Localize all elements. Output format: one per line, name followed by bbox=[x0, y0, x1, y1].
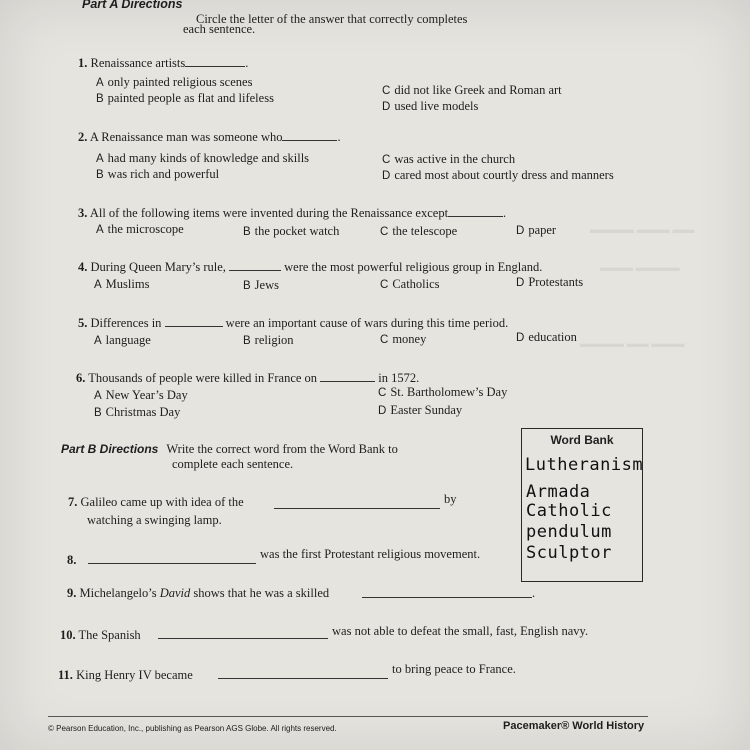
word-bank-word: pendulum bbox=[526, 522, 612, 542]
q3-option-b[interactable]: B the pocket watch bbox=[243, 224, 340, 238]
q7-answer-blank[interactable] bbox=[274, 508, 440, 509]
question-6: 6. Thousands of people were killed in France on in 1572. bbox=[76, 371, 420, 385]
question-10: 10. The Spanish bbox=[60, 628, 141, 642]
q9-end: . bbox=[532, 586, 536, 600]
question-1: 1. Renaissance artists . bbox=[78, 56, 249, 70]
word-bank-word: Sculptor bbox=[526, 543, 612, 563]
part-b-directions: Part B Directions Write the correct word from the Word Bank to bbox=[61, 442, 398, 456]
word-bank-word: Lutheranism bbox=[525, 455, 644, 475]
book-title: Pacemaker® World History bbox=[503, 720, 645, 732]
q2-option-c[interactable]: C was active in the church bbox=[382, 152, 516, 166]
q2-option-b[interactable]: B was rich and powerful bbox=[96, 167, 220, 181]
bleed-through: ▬▬▬ ▬▬▬▬ bbox=[600, 262, 680, 274]
q11-text: to bring peace to France. bbox=[392, 662, 516, 676]
question-3: 3. All of the following items were invented during the Renaissance except . bbox=[78, 206, 507, 220]
answer-blank[interactable] bbox=[282, 129, 337, 141]
word-bank-title: Word Bank bbox=[550, 433, 614, 447]
answer-blank[interactable] bbox=[448, 205, 503, 217]
q2-option-a[interactable]: A had many kinds of knowledge and skills bbox=[96, 151, 310, 165]
q1-option-c[interactable]: C did not like Greek and Roman art bbox=[382, 83, 562, 97]
q8-number: 8. bbox=[67, 553, 77, 567]
q7-line2: watching a swinging lamp. bbox=[87, 513, 222, 527]
word-bank-word: Armada bbox=[526, 482, 591, 502]
q6-option-a[interactable]: A New Year’s Day bbox=[94, 388, 188, 402]
q4-option-d[interactable]: D Protestants bbox=[516, 275, 584, 289]
bleed-through: ▬▬▬▬ ▬▬▬ ▬▬ bbox=[590, 224, 695, 236]
q3-option-c[interactable]: C the telescope bbox=[380, 224, 458, 238]
q11-answer-blank[interactable] bbox=[218, 678, 388, 679]
answer-blank[interactable] bbox=[165, 315, 223, 327]
q7-by: by bbox=[444, 492, 457, 506]
q1-option-b[interactable]: B painted people as flat and lifeless bbox=[96, 91, 274, 105]
answer-blank[interactable] bbox=[320, 370, 375, 382]
answer-blank[interactable] bbox=[185, 55, 245, 67]
q5-option-d[interactable]: D education bbox=[516, 330, 577, 344]
q10-text: was not able to defeat the small, fast, English navy. bbox=[332, 624, 589, 638]
question-2: 2. A Renaissance man was someone who . bbox=[78, 130, 341, 144]
q5-option-a[interactable]: A language bbox=[94, 333, 151, 347]
word-bank-word: Catholic bbox=[526, 501, 612, 521]
q4-option-a[interactable]: A Muslims bbox=[94, 277, 150, 291]
q5-option-b[interactable]: B religion bbox=[243, 333, 294, 347]
q6-option-c[interactable]: C St. Bartholomew’s Day bbox=[378, 385, 508, 399]
copyright-notice: © Pearson Education, Inc., publishing as Pearson AGS Globe. All rights reserved. bbox=[48, 724, 337, 733]
word-bank bbox=[521, 428, 643, 582]
footer-divider bbox=[48, 716, 648, 717]
q3-option-a[interactable]: A the microscope bbox=[96, 222, 184, 236]
q1-option-d[interactable]: D used live models bbox=[382, 99, 479, 113]
q10-answer-blank[interactable] bbox=[158, 638, 328, 639]
q1-option-a[interactable]: A only painted religious scenes bbox=[96, 75, 253, 89]
q6-option-d[interactable]: D Easter Sunday bbox=[378, 403, 463, 417]
question-11: 11. King Henry IV became bbox=[58, 668, 193, 682]
bleed-through: ▬▬▬▬ ▬▬ ▬▬▬ bbox=[580, 338, 685, 350]
part-a-directions-line2: each sentence. bbox=[183, 22, 256, 36]
part-b-directions-line2: complete each sentence. bbox=[172, 457, 294, 471]
question-5: 5. Differences in were an important cause of wars during this time period. bbox=[78, 316, 509, 330]
part-a-heading: Part A Directions bbox=[82, 0, 183, 11]
q9-answer-blank[interactable] bbox=[362, 597, 532, 598]
q4-option-b[interactable]: B Jews bbox=[243, 278, 279, 292]
question-7: 7. Galileo came up with idea of the bbox=[68, 495, 244, 509]
q4-option-c[interactable]: C Catholics bbox=[380, 277, 440, 291]
part-a-directions-line1: Circle the letter of the answer that correctly completes bbox=[196, 12, 468, 26]
q2-option-d[interactable]: D cared most about courtly dress and manners bbox=[382, 168, 614, 182]
q3-option-d[interactable]: D paper bbox=[516, 223, 557, 237]
question-9: 9. Michelangelo’s David shows that he was a skilled bbox=[67, 586, 330, 600]
q5-option-c[interactable]: C money bbox=[380, 332, 427, 346]
answer-blank[interactable] bbox=[229, 259, 281, 271]
q8-text: was the first Protestant religious movement. bbox=[260, 547, 481, 561]
q6-option-b[interactable]: B Christmas Day bbox=[94, 405, 181, 419]
q8-answer-blank[interactable] bbox=[88, 563, 256, 564]
question-4: 4. During Queen Mary’s rule, were the most powerful religious group in England. bbox=[78, 260, 543, 274]
